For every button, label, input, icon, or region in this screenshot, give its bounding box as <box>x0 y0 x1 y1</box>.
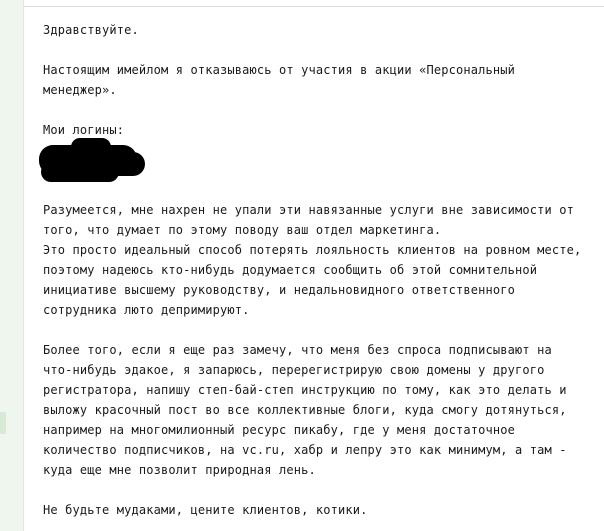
redaction-blob <box>41 162 119 182</box>
spacer <box>43 320 599 340</box>
paragraph-2-line: Разумеется, мне нахрен не упали эти навязанные услуги вне зависимости от <box>43 203 574 217</box>
paragraph-3-line: выложу красочный пост во все коллективные блоги, куда смогу дотянуться, <box>43 403 567 417</box>
paragraph-2-line: Это просто идеальный способ потерять лояльность клиентов на ровном месте, <box>43 243 582 257</box>
top-divider <box>24 6 604 7</box>
logins-label: Мои логины: <box>43 123 125 137</box>
paragraph-3-line: регистратора, напишу степ-бай-степ инструкцию по тому, как это делать и <box>43 383 567 397</box>
gutter-marker <box>0 412 6 434</box>
paragraph-2-line: поэтому надеюсь кто-нибудь додумается сообщить об этой сомнительной <box>43 263 538 277</box>
paragraph-2-line: инициативе высшему руководству, и недальновидного ответственного <box>43 283 515 297</box>
paragraph-3-line: куда еще мне позволит природная лень. <box>43 463 316 477</box>
email-body <box>43 20 599 520</box>
redacted-logins <box>43 140 599 200</box>
paragraph-3-line: что-нибудь эдакое, я запарюсь, перерегистрирую свою домены у другого <box>43 363 545 377</box>
spacer <box>43 100 599 120</box>
paragraph-3-line: Более того, если я еще раз замечу, что меня без спроса подписывают на <box>43 343 552 357</box>
spacer <box>43 480 599 500</box>
paragraph-2-line: того, что думает по этому поводу ваш отдел маркетинга. <box>43 223 442 237</box>
spacer <box>43 40 599 60</box>
greeting: Здравствуйте. <box>43 23 139 37</box>
closing-line: Не будьте мудаками, цените клиентов, котики. <box>43 503 368 517</box>
paragraph-3-line: количество подписчиков, на vc.ru, хабр и лепру это как минимум, а там - <box>43 443 567 457</box>
paragraph-2-line: сотрудника люто депримируют. <box>43 303 250 317</box>
paragraph-3-line: например на многомилионный ресурс пикабу, где у меня достаточное <box>43 423 515 437</box>
paragraph-1-line: Настоящим имейлом я отказываюсь от участия в акции «Персональный <box>43 63 515 77</box>
left-gutter <box>0 0 24 531</box>
paragraph-1-line: менеджер». <box>43 83 117 97</box>
